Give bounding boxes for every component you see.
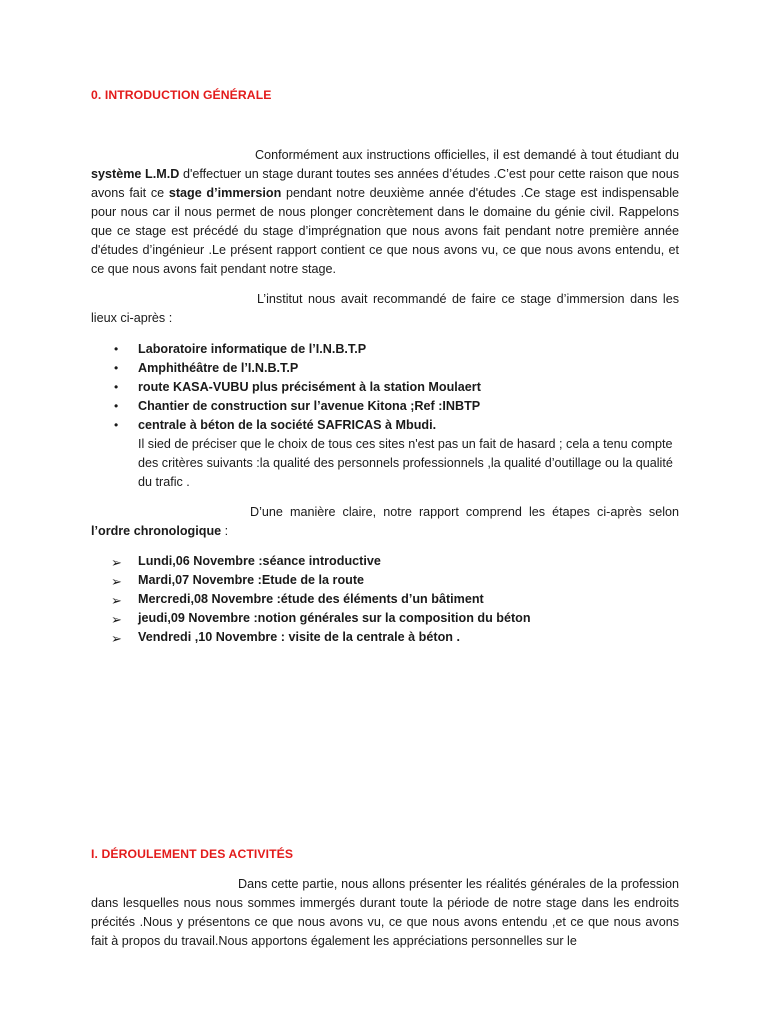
list-item: • Chantier de construction sur l’avenue Kitona ;Ref :INBTP: [91, 397, 679, 416]
bullet-icon: •: [114, 399, 119, 413]
list-item: ➢ Mercredi,08 Novembre :étude des éléments d’un bâtiment: [111, 592, 484, 608]
intro-paragraph-3: D’une manière claire, notre rapport comprend les étapes ci-après selon l’ordre chronologique :: [91, 505, 679, 538]
places-list: [91, 340, 679, 492]
activities-paragraph-1: Dans cette partie, nous allons présenter les réalités générales de la profession dans lesquelles nous nous sommes immergés durant toute la période de notre stage dans les endroits précités .Nous y présentons ce que nous avons vu, ce que nous avons entendu ,et ce que nous avons fait à propos du travail.Nous apportons également les appréciations personnelles sur le: [91, 877, 679, 948]
intro-paragraph-2: L’institut nous avait recommandé de faire ce stage d’immersion dans les lieux ci-après :: [91, 292, 679, 325]
bullet-icon: •: [114, 342, 119, 356]
intro-heading: 0. INTRODUCTION GÉNÉRALE: [91, 88, 272, 102]
list-item: • Amphithéâtre de l’I.N.B.T.P: [91, 359, 679, 378]
arrow-bullet-icon: ➢: [111, 555, 122, 570]
arrow-bullet-icon: ➢: [111, 574, 122, 589]
schedule-list: [91, 552, 679, 647]
bullet-icon: •: [114, 361, 119, 375]
list-item: ➢ Mardi,07 Novembre :Etude de la route: [111, 573, 365, 589]
intro-paragraph-1: Conformément aux instructions officielles, il est demandé à tout étudiant du système L.M.D d'effectuer un stage durant toutes ses années d’études .C’est pour cette raison que nous avons fait ce stage d’immersion pendant notre deuxième année d'études .Ce stage est indispensable pour nous car il nous permet de nous plonger concrètement dans le domaine du génie civil. Rappelons que ce stage est précédé du stage d’imprégnation que nous avons fait pendant notre première année d'études d’ingénieur .Le présent rapport contient ce que nous avons vu, ce que nous avons entendu, et ce que nous avons fait pendant notre stage.: [91, 148, 680, 276]
list-item: ➢ Lundi,06 Novembre :séance introductive: [111, 554, 381, 570]
list-item: • route KASA-VUBU plus précisément à la station Moulaert: [91, 378, 679, 397]
activities-heading: I. DÉROULEMENT DES ACTIVITÉS: [91, 847, 294, 861]
list-item: • centrale à béton de la société SAFRICAS à Mbudi. Il sied de préciser que le choix de tous ces sites n'est pas un fait de hasard ; cela a tenu compte des critères suivants :la qualité des personnels professionnels ,la qualité d’outillage ou la qualité du trafic .: [91, 416, 679, 492]
arrow-bullet-icon: ➢: [111, 593, 122, 608]
list-item: • Laboratoire informatique de l’I.N.B.T.P: [91, 340, 679, 359]
arrow-bullet-icon: ➢: [111, 631, 122, 646]
bullet-icon: •: [114, 418, 119, 432]
arrow-bullet-icon: ➢: [111, 612, 122, 627]
places-note: Il sied de préciser que le choix de tous ces sites n'est pas un fait de hasard ; cela a tenu compte des critères suivants :la qualité des personnels professionnels ,la qualité d’outillage ou la qualité du trafic .: [138, 437, 673, 489]
bullet-icon: •: [114, 380, 119, 394]
list-item: ➢ Vendredi ,10 Novembre : visite de la centrale à béton .: [111, 630, 460, 646]
list-item: ➢ jeudi,09 Novembre :notion générales sur la composition du béton: [111, 611, 531, 627]
